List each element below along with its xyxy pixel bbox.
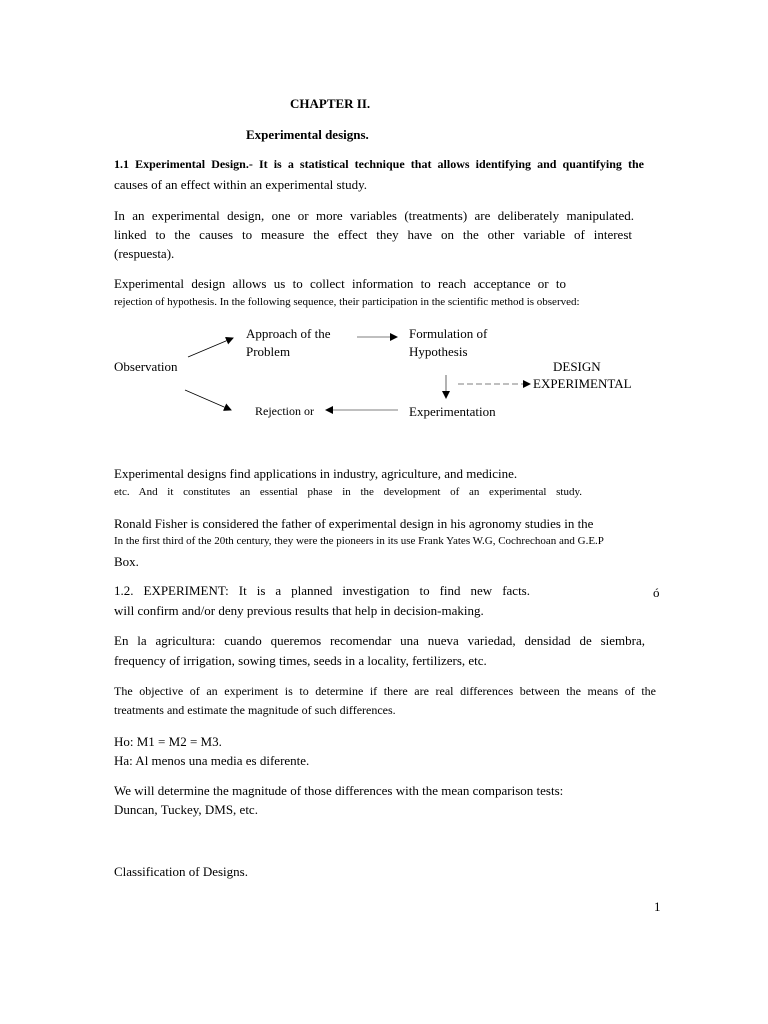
para-magnitude-line2: Duncan, Tuckey, DMS, etc. — [114, 802, 258, 817]
para-agriculture-line2: frequency of irrigation, sowing times, seeds in a locality, fertilizers, etc. — [114, 653, 487, 668]
para-magnitude-line1: We will determine the magnitude of those differences with the mean comparison tests: — [114, 783, 564, 798]
section-1-2-line2: will confirm and/or deny previous results that help in decision-making. — [114, 603, 484, 618]
para-objective-line2: treatments and estimate the magnitude of such differences. — [114, 703, 396, 717]
section-1-2-stray-char: ó — [653, 585, 660, 600]
diagram-approach-line1: Approach of the — [246, 326, 331, 341]
section-1-2-line1: 1.2. EXPERIMENT: It is a planned investigation to find new facts. — [114, 583, 530, 598]
para-agriculture-line1: En la agricultura: cuando queremos recomendar una nueva variedad, densidad de siembra, — [114, 633, 645, 648]
arrow-observation-to-rejection — [185, 390, 231, 410]
section-1-1-lead: 1.1 Experimental Design.- It is a statistical technique that allows identifying and quantifying the — [114, 157, 644, 171]
diagram-approach-line2: Problem — [246, 344, 291, 359]
para-allows-line1: Experimental design allows us to collect information to reach acceptance or to — [114, 276, 566, 291]
para-design-line2: linked to the causes to measure the effect they have on the other variable of interest — [114, 227, 632, 242]
diagram-rejection: Rejection or — [255, 404, 314, 418]
diagram-experimentation: Experimentation — [409, 404, 496, 419]
para-applications-line2: etc. And it constitutes an essential phase in the development of an experimental study. — [114, 486, 582, 498]
page-number: 1 — [654, 899, 661, 914]
para-fisher-line1: Ronald Fisher is considered the father of experimental design in his agronomy studies in the — [114, 516, 594, 531]
para-fisher-line3: Box. — [114, 554, 139, 569]
para-applications-line1: Experimental designs find applications in industry, agriculture, and medicine. — [114, 466, 518, 481]
para-objective-line1: The objective of an experiment is to determine if there are real differences between the means of the — [114, 684, 656, 698]
para-allows-line2: rejection of hypothesis. In the following sequence, their participation in the scientific method is observed: — [114, 296, 580, 308]
diagram-design-line1: DESIGN — [553, 359, 601, 374]
diagram-formulation-line1: Formulation of — [409, 326, 488, 341]
para-fisher-line2: In the first third of the 20th century, they were the pioneers in its use Frank Yates W.G, Cochrechoan and G.E.P — [114, 535, 604, 547]
arrow-observation-to-approach — [188, 338, 233, 357]
diagram-observation: Observation — [114, 359, 178, 374]
diagram-design-line2: EXPERIMENTAL — [533, 376, 632, 391]
chapter-subheading: Experimental designs. — [246, 127, 369, 142]
section-1-1-line2: causes of an effect within an experimental study. — [114, 177, 368, 192]
para-design-line3: (respuesta). — [114, 246, 175, 261]
para-design-line1: In an experimental design, one or more variables (treatments) are deliberately manipulated. — [114, 208, 634, 223]
hypothesis-alternative: Ha: Al menos una media es diferente. — [114, 753, 310, 768]
classification-heading: Classification of Designs. — [114, 864, 248, 879]
chapter-heading: CHAPTER II. — [290, 96, 371, 111]
diagram-formulation-line2: Hypothesis — [409, 344, 468, 359]
hypothesis-null: Ho: M1 = M2 = M3. — [114, 734, 222, 749]
